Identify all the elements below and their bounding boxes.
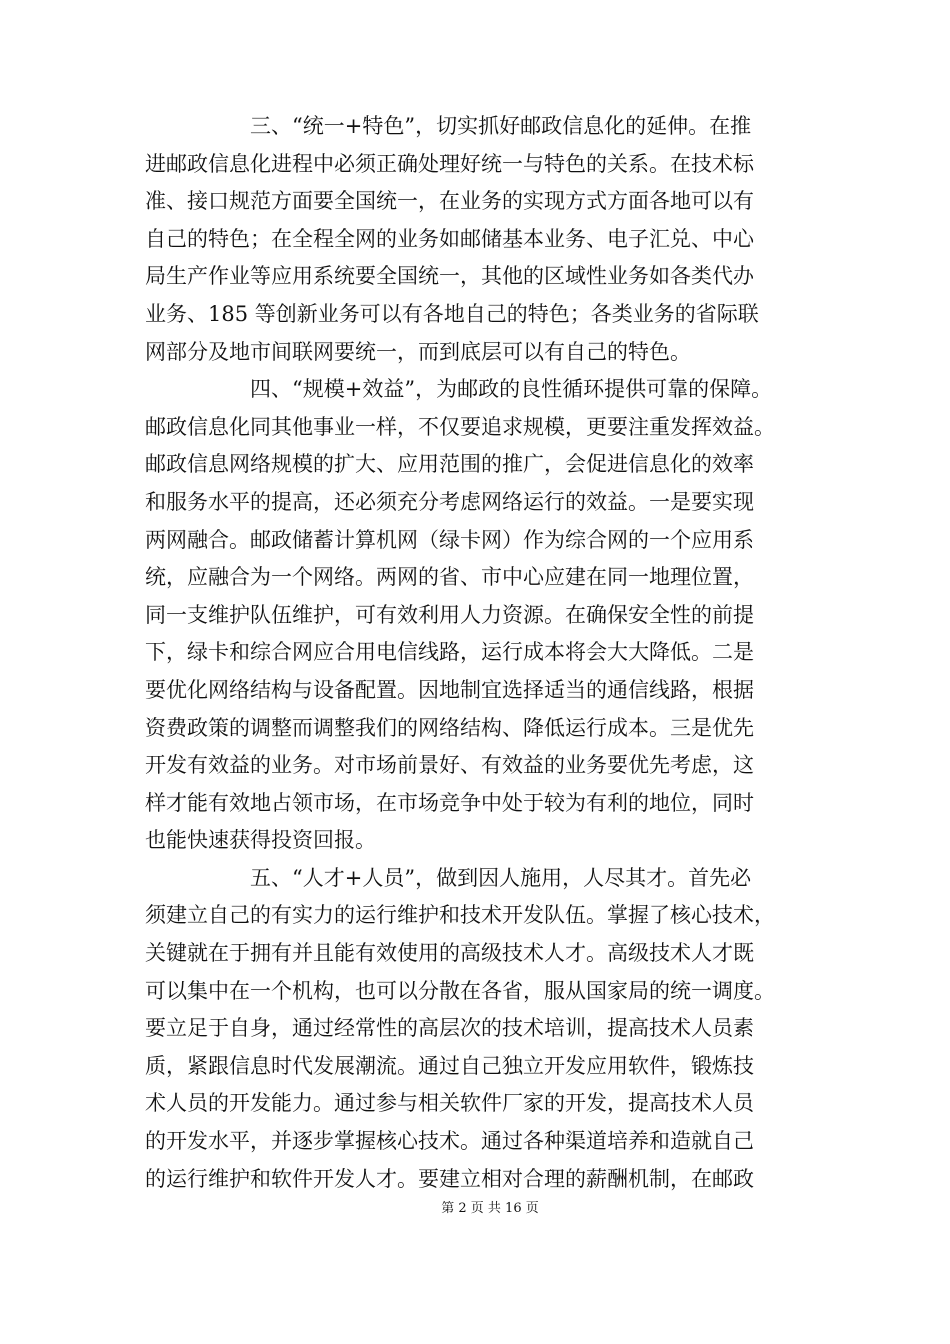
text-line: 两网融合。邮政储蓄计算机网（绿卡网）作为综合网的一个应用系 [145,527,754,552]
text-line: 四、“规模+效益”，为邮政的良性循环提供可靠的保障。 [250,377,773,402]
text-line: 质，紧跟信息时代发展潮流。通过自己独立开发应用软件，锻炼技 [145,1053,754,1078]
text-line: 要立足于自身，通过经常性的高层次的技术培训，提高技术人员素 [145,1016,754,1041]
text-line: 样才能有效地占领市场，在市场竞争中处于较为有利的地位，同时 [145,790,754,815]
page-number-footer: 第 2 页 共 16 页 [441,1201,539,1216]
text-line: 开发有效益的业务。对市场前景好、有效益的业务要优先考虑，这 [145,753,754,778]
text-line: 局生产作业等应用系统要全国统一，其他的区域性业务如各类代办 [145,264,754,289]
text-line: 可以集中在一个机构，也可以分散在各省，服从国家局的统一调度。 [145,978,775,1003]
text-line: 进邮政信息化进程中必须正确处理好统一与特色的关系。在技术标 [145,151,754,176]
text-line: 术人员的开发能力。通过参与相关软件厂家的开发，提高技术人员 [145,1091,754,1116]
text-line: 的运行维护和软件开发人才。要建立相对合理的薪酬机制，在邮政 [145,1166,754,1191]
text-line: 也能快速获得投资回报。 [145,828,376,853]
text-line: 资费政策的调整而调整我们的网络结构、降低运行成本。三是优先 [145,715,754,740]
text-line: 关键就在于拥有并且能有效使用的高级技术人才。高级技术人才既 [145,941,754,966]
body-text [145,108,820,1198]
text-line: 自己的特色；在全程全网的业务如邮储基本业务、电子汇兑、中心 [145,226,754,251]
text-line: 须建立自己的有实力的运行维护和技术开发队伍。掌握了核心技术， [145,903,775,928]
text-line: 的开发水平，并逐步掌握核心技术。通过各种渠道培养和造就自己 [145,1129,754,1154]
text-line: 网部分及地市间联网要统一，而到底层可以有自己的特色。 [145,339,691,364]
text-line: 五、“人才+人员”，做到因人施用，人尽其才。首先必 [250,865,752,890]
text-line: 业务、185 等创新业务可以有各地自己的特色；各类业务的省际联 [145,301,759,326]
text-line: 准、接口规范方面要全国统一，在业务的实现方式方面各地可以有 [145,189,754,214]
text-line: 三、“统一+特色”，切实抓好邮政信息化的延伸。在推 [250,114,752,138]
text-line: 和服务水平的提高，还必须充分考虑网络运行的效益。一是要实现 [145,489,754,514]
text-line: 同一支维护队伍维护，可有效利用人力资源。在确保安全性的前提 [145,602,754,627]
text-line: 邮政信息化同其他事业一样，不仅要追求规模，更要注重发挥效益。 [145,414,775,439]
text-line: 要优化网络结构与设备配置。因地制宜选择适当的通信线路，根据 [145,677,754,702]
text-line: 统，应融合为一个网络。两网的省、市中心应建在同一地理位置， [145,565,754,590]
text-line: 下，绿卡和综合网应合用电信线路，运行成本将会大大降低。二是 [145,640,754,665]
text-line: 邮政信息网络规模的扩大、应用范围的推广，会促进信息化的效率 [145,452,754,477]
